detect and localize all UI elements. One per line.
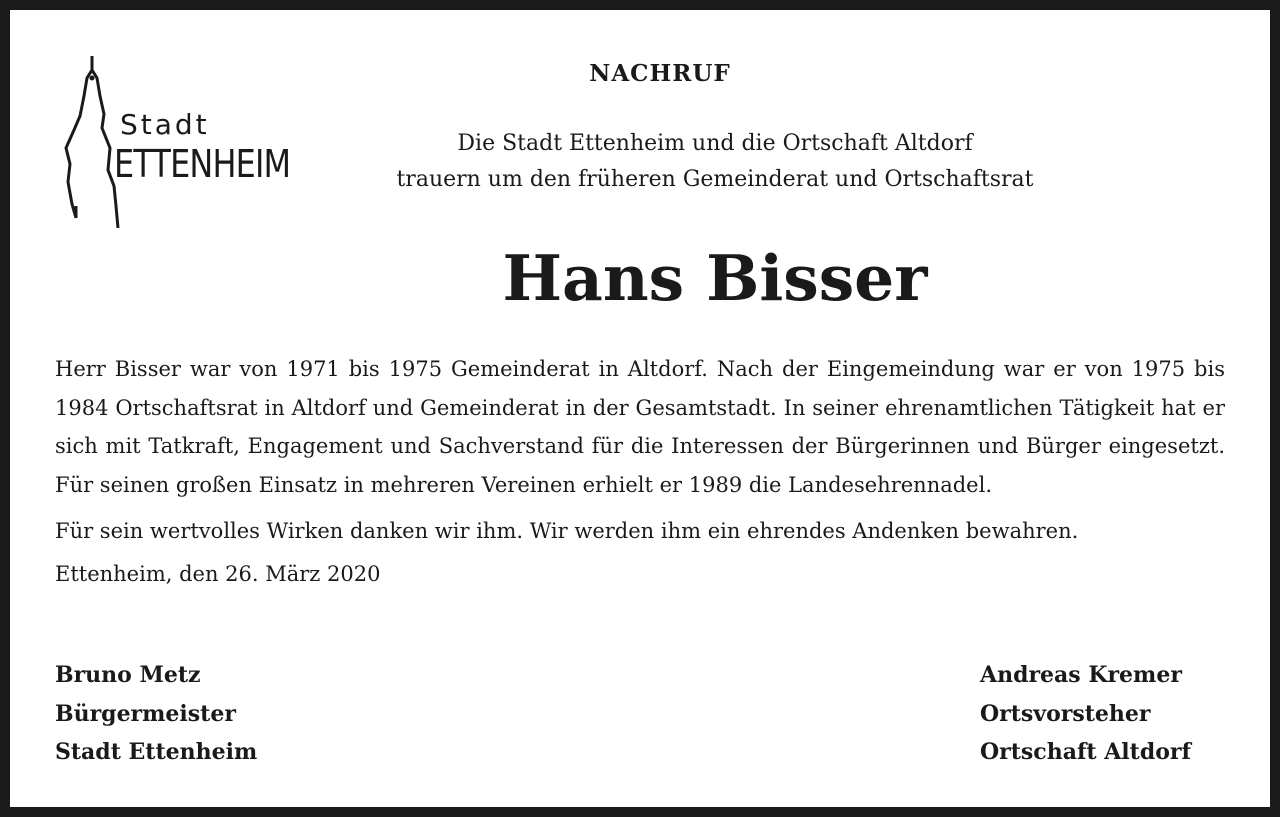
signatory-org: Ortschaft Altdorf bbox=[980, 739, 1191, 765]
thanks-paragraph: Für sein wertvolles Wirken danken wir ihm. Wir werden ihm ein ehrendes Andenken bewahren. bbox=[55, 519, 1079, 543]
deceased-name: Hans Bisser bbox=[502, 241, 928, 315]
notice-body bbox=[55, 350, 1225, 593]
intro-line-1: Die Stadt Ettenheim und die Ortschaft Altdorf bbox=[457, 131, 973, 156]
notice-heading: NACHRUF bbox=[589, 60, 731, 87]
city-logo bbox=[54, 56, 334, 232]
intro-line-2: trauern um den früheren Gemeinderat und Ortschaftsrat bbox=[396, 167, 1034, 192]
place-date: Ettenheim, den 26. März 2020 bbox=[55, 561, 381, 586]
logo-text-ettenheim: ETTENHEIM bbox=[114, 142, 291, 186]
obituary-notice bbox=[10, 10, 1270, 807]
signatory-title: Bürgermeister bbox=[55, 700, 236, 727]
notice-intro bbox=[310, 126, 1120, 198]
signature-left bbox=[55, 656, 257, 772]
signatory-name: Bruno Metz bbox=[55, 662, 201, 688]
signatory-org: Stadt Ettenheim bbox=[55, 739, 258, 765]
signatory-title: Ortsvorsteher bbox=[980, 700, 1151, 727]
logo-text-stadt: Stadt bbox=[120, 108, 210, 141]
signature-right bbox=[980, 656, 1191, 772]
biography-paragraph: Herr Bisser war von 1971 bis 1975 Gemeinderat in Altdorf. Nach der Eingemeindung war er von 1975 bis 1984 Ortschaftsrat in Altdorf und Gemeinderat in der Gesamtstadt. In seiner ehrenamtlichen Tätigkeit hat er sich mit Tatkraft, Engagement und Sachverstand für die Interessen der Bürgerinnen und Bürger eingesetzt. Für seinen großen Einsatz in mehreren Vereinen erhielt er 1989 die Landesehrennadel. bbox=[55, 357, 1225, 497]
signatory-name: Andreas Kremer bbox=[980, 662, 1182, 688]
